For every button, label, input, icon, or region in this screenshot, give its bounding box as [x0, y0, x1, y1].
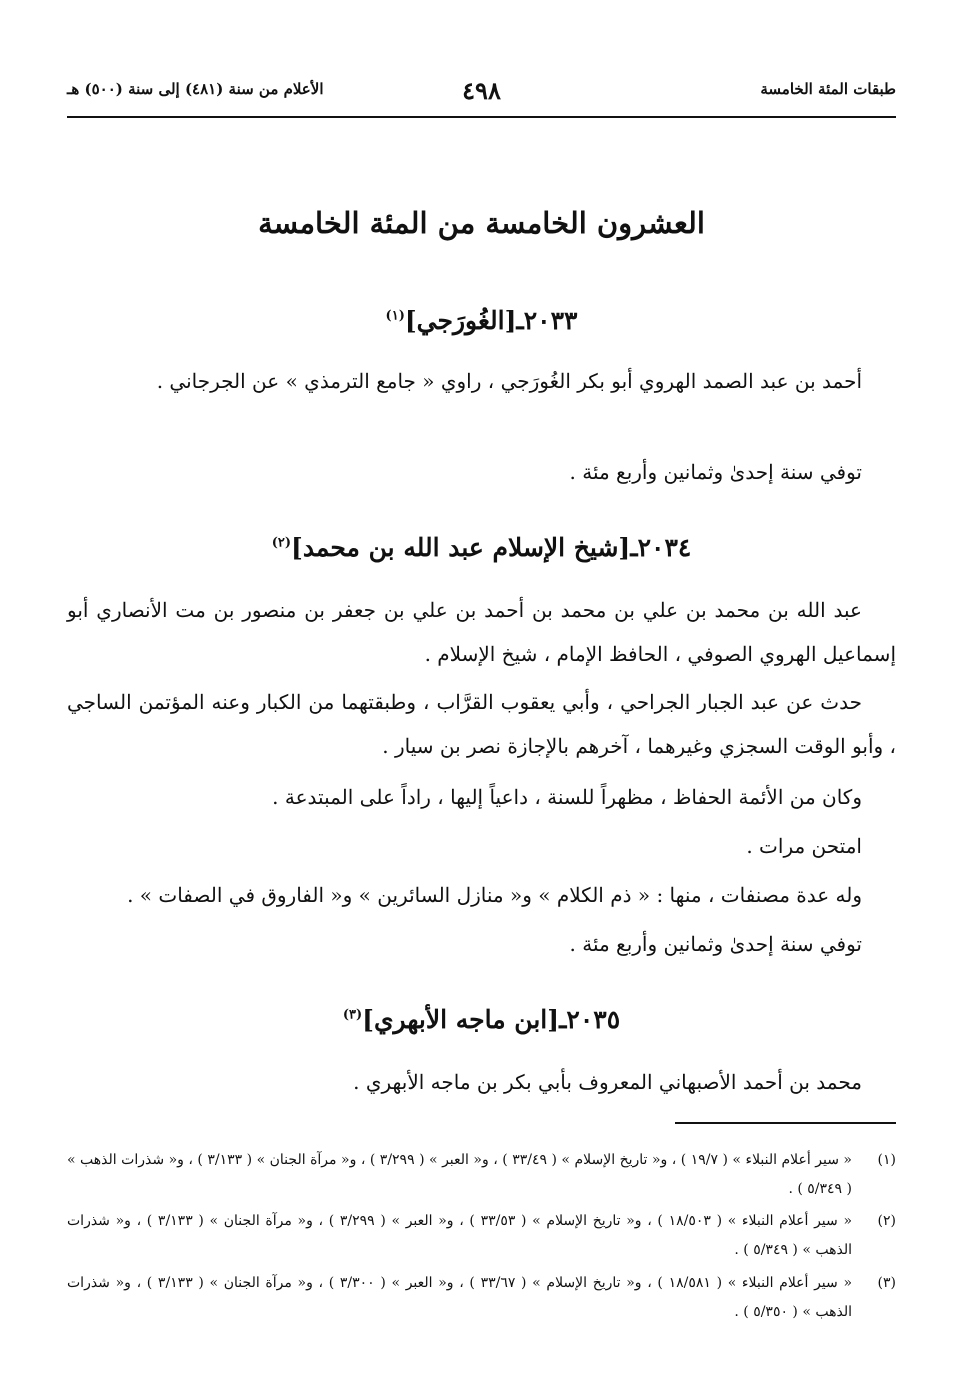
footnote-ref: (٢) [271, 535, 291, 551]
footnote-number: (١) [877, 1152, 896, 1168]
entry-heading: ٢٠٣٥ـ[ابن ماجه الأبهري]$^{(٣)}$ [342, 1005, 621, 1034]
section-title: العشرون الخامسة من المئة الخامسة [258, 206, 705, 240]
entry-number: ٢٠٣٥ [566, 1005, 621, 1034]
entry-paragraph: محمد بن أحمد الأصبهاني المعروف بأبي بكر بن ماجه الأبهري . [353, 1070, 862, 1094]
running-header [67, 76, 896, 112]
entry-paragraph: أحمد بن عبد الصمد الهروي أبو بكر الغُورَجي ، راوي « جامع الترمذي » عن الجرجاني . [156, 369, 862, 393]
footnote-number: (٢) [877, 1213, 896, 1229]
entry-number: ٢٠٣٤ [637, 533, 692, 562]
entry-number: ٢٠٣٣ [523, 306, 578, 335]
footnote-number: (٣) [877, 1275, 896, 1291]
entry-paragraph: وله عدة مصنفات ، منها : « ذم الكلام » و« منازل السائرين » و« الفاروق في الصفات » . [127, 883, 862, 907]
footnote-text: « سير أعلام النبلاء » ( ١٨/٥٠٣ ) ، و« تاريخ الإسلام » ( ٣٣/٥٣ ) ، و« العبر » ( ٣/٢٩٩ ) ، و« مرآة الجنان » ( ٣/١٣٣ ) ، و« شذرات الذهب » ( ٥/٣٤٩ ) . [67, 1213, 853, 1258]
entry-paragraph: امتحن مرات . [746, 834, 862, 858]
entry-paragraph: عبد الله بن محمد بن علي بن محمد بن أحمد بن علي بن جعفر بن منصور بن مت الأنصاري أبو إسماعيل الهروي الصوفي ، الحافظ الإمام ، شيخ الإسلام . [67, 598, 896, 666]
footnote [67, 1207, 896, 1265]
footnote-ref: (١) [385, 308, 405, 324]
entry-paragraph: توفي سنة إحدىٰ وثمانين وأربع مئة . [569, 460, 862, 484]
entry-paragraph: وكان من الأئمة الحفاظ ، مظهراً للسنة ، داعياً إليها ، راداً على المبتدعة . [272, 785, 862, 809]
header-volume-range: الأعلام من سنة (٤٨١) إلى سنة (٥٠٠) هـ [67, 80, 324, 98]
page-number: ٤٩٨ [462, 76, 501, 105]
footnote-text: « سير أعلام النبلاء » ( ١٨/٥٨١ ) ، و« تاريخ الإسلام » ( ٣٣/٦٧ ) ، و« العبر » ( ٣/٣٠٠ ) ، و« مرآة الجنان » ( ٣/١٣٣ ) ، و« شذرات الذهب » ( ٥/٣٥٠ ) . [67, 1275, 853, 1320]
entry-name: [ابن ماجه الأبهري] [362, 1005, 560, 1034]
entry-paragraph: حدث عن عبد الجبار الجراحي ، وأبي يعقوب القرَّاب ، وطبقتهما من الكبار وعنه المؤتمن الساجي ، وأبو الوقت السجزي وغيرهما ، آخرهم بالإجازة نصر بن سيار . [67, 690, 896, 758]
footnote [67, 1269, 896, 1327]
footnote-divider [675, 1122, 896, 1124]
footnote [67, 1146, 896, 1204]
entry-paragraph: توفي سنة إحدىٰ وثمانين وأربع مئة . [569, 932, 862, 956]
entry-heading: ٢٠٣٣ـ[الغُورَجي]$^{(١)}$ [385, 306, 578, 335]
header-divider [67, 116, 896, 118]
entry-name: [شيخ الإسلام عبد الله بن محمد] [290, 533, 631, 562]
entry-heading: ٢٠٣٤ـ[شيخ الإسلام عبد الله بن محمد]$^{(٢)}$ [271, 533, 692, 562]
header-book-title: طبقات المئة الخامسة [760, 80, 896, 98]
footnote-ref: (٣) [342, 1007, 363, 1023]
entry-name: [الغُورَجي] [404, 306, 517, 335]
footnote-text: « سير أعلام النبلاء » ( ١٩/٧ ) ، و« تاريخ الإسلام » ( ٣٣/٤٩ ) ، و« العبر » ( ٣/٢٩٩ ) ، و« مرآة الجنان » ( ٣/١٣٣ ) ، و« شذرات الذهب » ( ٥/٣٤٩ ) . [67, 1152, 853, 1197]
